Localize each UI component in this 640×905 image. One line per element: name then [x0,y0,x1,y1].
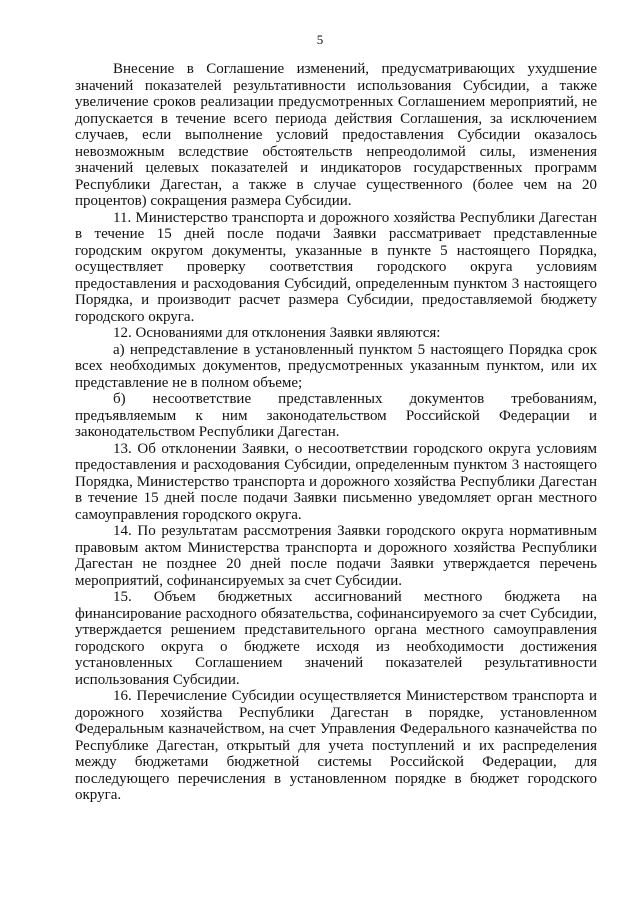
paragraph-15: 15. Объем бюджетных ассигнований местного бюджета на финансирование расходного обязательства, софинансируемого за счет Субсидии, утверждается решением представительного органа местного самоуправления городского округа о бюджете исходя из необходимости достижения установленных Соглашением значений показателей результативности использования Субсидии. [75,589,597,688]
paragraph-12: 12. Основаниями для отклонения Заявки являются: [113,325,441,341]
paragraph-11: 11. Министерство транспорта и дорожного хозяйства Республики Дагестан в течение 15 дней после подачи Заявки рассматривает представленные городским округом документы, указанные в пункте 5 настоящего Порядка, осуществляет проверку соответствия городского округа условиям предоставления и расходования Субсидий, определенным пунктом 3 настоящего Порядка, и производит расчет размера Субсидии, предоставляемой бюджету городского округа. [75,209,597,325]
document-body [75,61,597,804]
paragraph-13: 13. Об отклонении Заявки, о несоответствии городского округа условиям предоставления и расходования Субсидии, определенным пунктом 3 настоящего Порядка, Министерство транспорта и дорожного хозяйства Республики Дагестан в течение 15 дней после подачи Заявки письменно уведомляет орган местного самоуправления городского округа. [75,440,597,523]
paragraph-12-b: б) несоответствие представленных документов требованиям, предъявляемым к ним законодательством Российской Федерации и законодательством Республики Дагестан. [75,391,597,440]
paragraph-subsidy-agreement-changes: Внесение в Соглашение изменений, предусматривающих ухудшение значений показателей результативности использования Субсидии, а также увеличение сроков реализации предусмотренных Соглашением мероприятий, не допускается в течение всего периода действия Соглашения, за исключением случаев, если выполнение условий предоставления Субсидии оказалось невозможным вследствие обстоятельств непреодолимой силы, изменения значений целевых показателей и индикаторов государственных программ Республики Дагестан, а также в случае существенного (более чем на 20 процентов) сокращения размера Субсидии. [75,61,597,209]
page-number: 5 [316,32,324,47]
paragraph-14: 14. По результатам рассмотрения Заявки городского округа нормативным правовым актом Министерства транспорта и дорожного хозяйства Республики Дагестан не позднее 20 дней после подачи Заявки утверждается перечень мероприятий, софинансируемых за счет Субсидии. [75,523,597,589]
paragraph-16: 16. Перечисление Субсидии осуществляется Министерством транспорта и дорожного хозяйства Республики Дагестан в порядке, установленном Федеральным казначейством, на счет Управления Федерального казначейства по Республике Дагестан, открытый для учета поступлений и их распределения между бюджетами бюджетной системы Российской Федерации, для последующего перечисления в установленном порядке в бюджет городского округа. [75,688,597,803]
paragraph-12-a: а) непредставление в установленный пунктом 5 настоящего Порядка срок всех необходимых документов, предусмотренных указанным пунктом, или их представление не в полном объеме; [75,341,597,391]
